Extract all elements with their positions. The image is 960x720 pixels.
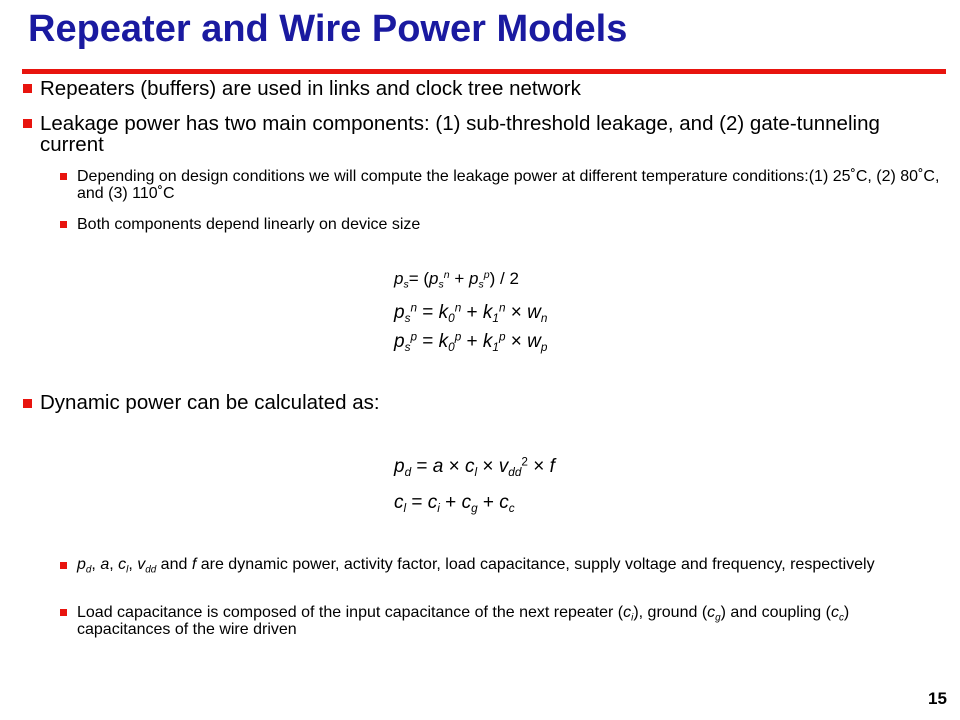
bullet-repeaters: Repeaters (buffers) are used in links and clock tree network: [40, 77, 581, 100]
bullet-leakage-power: Leakage power has two main components: (1) sub-threshold leakage, and (2) gate-tunneling current: [40, 112, 880, 156]
bullet-square-icon: [60, 173, 67, 180]
bullet-square-icon: [60, 221, 67, 228]
bullet-square-icon: [60, 609, 67, 616]
load-cap-text-a: Load capacitance is composed of the input capacitance of the next repeater (: [77, 604, 624, 621]
equation-psn: $p_s^n = k_0^n + k_1^n \times w_n$: [394, 301, 548, 326]
bullet-dynamic-power: Dynamic power can be calculated as:: [40, 391, 380, 414]
bullet-square-icon: [23, 84, 32, 93]
equation-pd: $p_d = a \times c_l \times v_{dd}^2 \times f$: [394, 455, 555, 480]
bullet-design-conditions: Depending on design conditions we will compute the leakage power at different temperature conditions:(1) 25˚C, (2) 80˚C, and (3) 110˚C: [77, 168, 940, 202]
load-cap-text-b: ), ground (: [633, 604, 708, 621]
bullet-load-capacitance: Load capacitance is composed of the input capacitance of the next repeater $(c_i)$, ground $(c_g)$ and coupling $(c_c)$ capacitances of the wire driven: [77, 604, 850, 638]
equation-cl: $c_l = c_i + c_g + c_c$: [394, 492, 515, 516]
bullet-variable-definitions: $p_d$, a, $c_l$, $v_{dd}$ and f are dynamic power, activity factor, load capacitance, supply voltage and frequency, respectively: [77, 556, 875, 576]
load-cap-text-c: ) and coupling (: [720, 604, 831, 621]
page-number: 15: [928, 689, 947, 708]
variable-definitions-text: are dynamic power, activity factor, load capacitance, supply voltage and frequency, respectively: [196, 556, 875, 573]
equation-ps: $p_s= (p_s^n + p_s^p) / 2$: [394, 269, 519, 291]
slide-title: Repeater and Wire Power Models: [28, 8, 628, 50]
bullet-square-icon: [23, 399, 32, 408]
bullet-linear-dependence: Both components depend linearly on device size: [77, 216, 421, 233]
load-cap-text-d: ) capacitances of the wire driven: [77, 604, 850, 638]
title-underline: [22, 69, 946, 74]
bullet-square-icon: [60, 562, 67, 569]
equation-psp: $p_s^p = k_0^p + k_1^p \times w_p$: [394, 330, 548, 355]
bullet-square-icon: [23, 119, 32, 128]
